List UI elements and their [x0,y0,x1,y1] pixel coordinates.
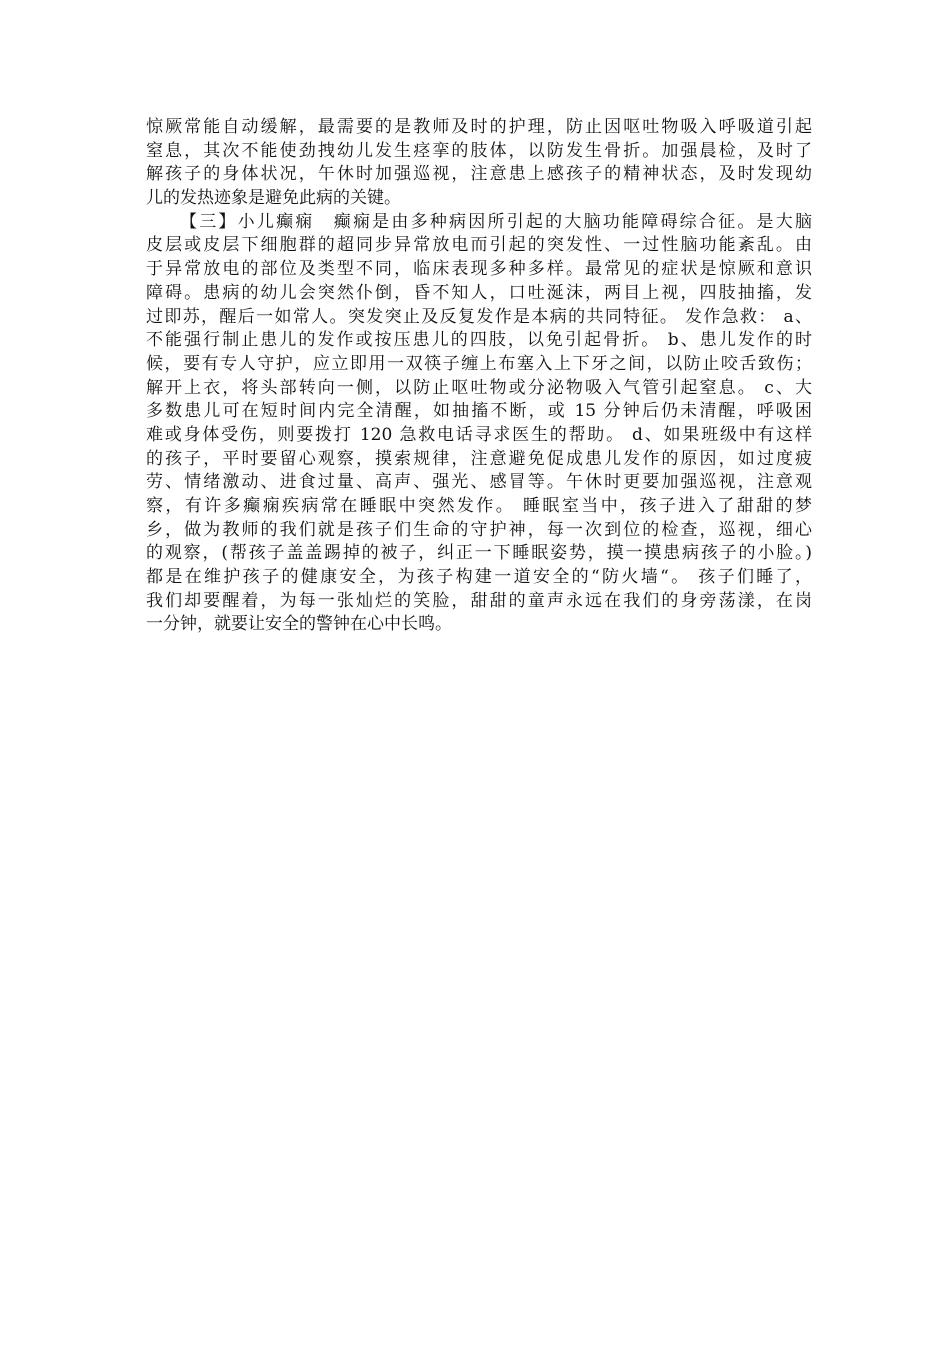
text-line: 多数患儿可在短时间内完全清醒，如抽搐不断，或 15 分钟后仍未清醒，呼吸困 [146,401,812,422]
text-line: 儿的发热迹象是避免此病的关键。 [146,188,401,209]
text-line: 的孩子，平时要留心观察，摸索规律，注意避免促成患儿发作的原因，如过度疲 [146,448,812,469]
text-line: 【三】小儿癫痫 癫痫是由多种病因所引起的大脑功能障碍综合征。是大脑 [180,211,812,232]
paragraph-febrile-convulsion-care [146,116,812,211]
text-line: 的观察，(帮孩子盖盖踢掉的被子，纠正一下睡眠姿势，摸一摸患病孩子的小脸。) [146,543,812,564]
text-line: 劳、情绪激动、进食过量、高声、强光、感冒等。午休时更要加强巡视，注意观 [146,472,812,493]
text-line: 候，要有专人守护，应立即用一双筷子缠上布塞入上下牙之间，以防止咬舌致伤； [146,353,812,374]
body-text [146,116,812,637]
text-line: 难或身体受伤，则要拨打 120 急救电话寻求医生的帮助。 d、如果班级中有这样 [146,424,812,445]
text-line: 于异常放电的部位及类型不同，临床表现多种多样。最常见的症状是惊厥和意识 [146,259,812,280]
text-line: 我们却要醒着，为每一张灿烂的笑脸，甜甜的童声永远在我们的身旁荡漾，在岗 [146,590,812,611]
text-line: 不能强行制止患儿的发作或按压患儿的四肢，以免引起骨折。 b、患儿发作的时 [146,330,812,351]
text-line: 一分钟，就要让安全的警钟在心中长鸣。 [146,614,452,635]
text-line: 障碍。患病的幼儿会突然仆倒，昏不知人，口吐涎沫，两目上视，四肢抽搐，发 [146,282,812,303]
text-line: 察，有许多癫痫疾病常在睡眠中突然发作。 睡眠室当中，孩子进入了甜甜的梦 [146,496,812,516]
text-line: 惊厥常能自动缓解，最需要的是教师及时的护理，防止因呕吐物吸入呼吸道引起 [146,117,812,137]
text-line: 乡，做为教师的我们就是孩子们生命的守护神，每一次到位的检查，巡视，细心 [146,519,812,540]
text-line: 过即苏，醒后一如常人。突发突止及反复发作是本病的共同特征。 发作急救： a、 [146,306,812,327]
text-line: 解孩子的身体状况，午休时加强巡视，注意患上感孩子的精神状态，及时发现幼 [146,164,812,185]
text-line: 都是在维护孩子的健康安全，为孩子构建一道安全的“防火墙“。 孩子们睡了， [146,567,812,588]
paragraph-childhood-epilepsy [146,211,812,637]
text-line: 解开上衣，将头部转向一侧，以防止呕吐物或分泌物吸入气管引起窒息。 c、大 [146,377,812,398]
text-line: 窒息，其次不能使劲拽幼儿发生痉挛的肢体，以防发生骨折。加强晨检，及时了 [146,140,812,161]
text-line: 皮层或皮层下细胞群的超同步异常放电而引起的突发性、一过性脑功能紊乱。由 [146,235,812,256]
